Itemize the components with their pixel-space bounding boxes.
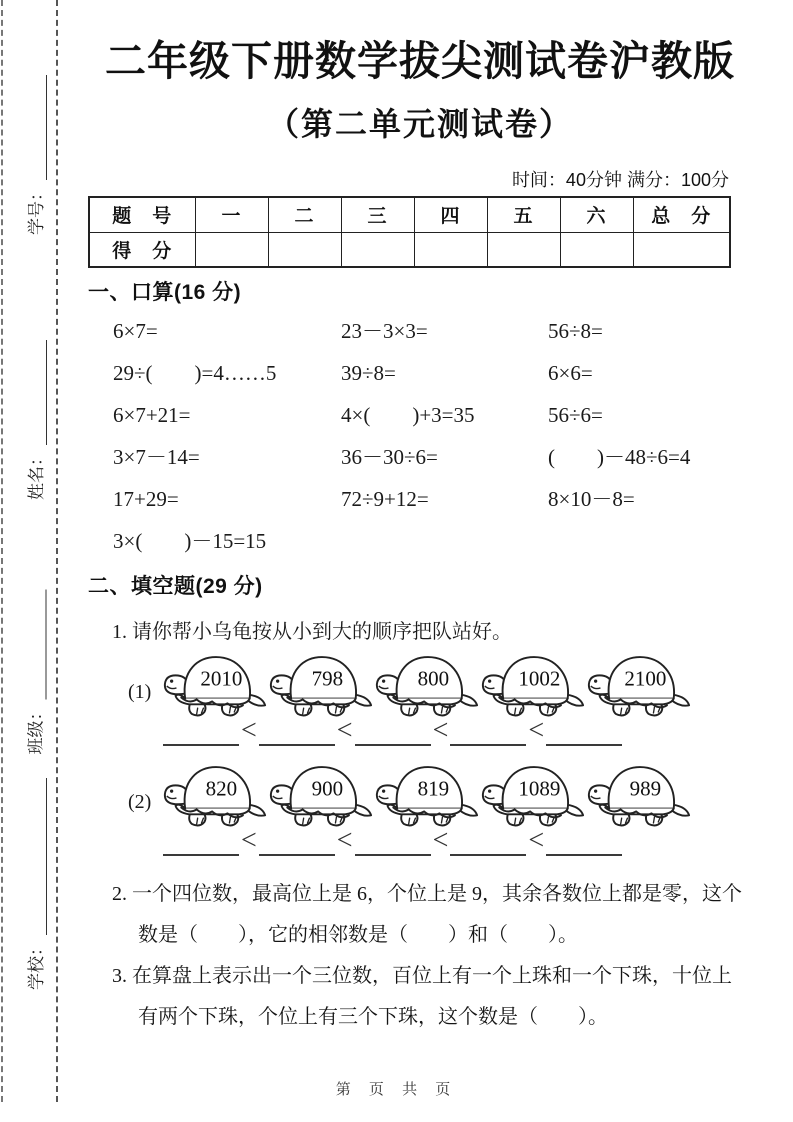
oral-problem: 4×( )+3=35 [341,403,475,427]
turtle-number: 820 [205,776,238,801]
section2-heading: 二、填空题(29 分) [88,575,263,598]
section1-heading: 一、口算(16 分) [88,281,242,304]
school-label: 学校： [27,939,46,990]
school-blank-line [25,778,47,935]
student-number-field [21,75,47,235]
answer-blank [546,832,622,856]
student-number-blank-line [25,75,47,180]
oral-problem: 23－3×3= [341,319,428,343]
oral-problem: 6×7= [113,319,158,343]
oral-problem: 56÷8= [548,319,603,343]
less-than-symbol: < [432,715,449,746]
oral-problem: 3×7－14= [113,445,200,469]
oral-problem: 8×10－8= [548,487,635,511]
row2-label: (2) [128,790,152,813]
col-header-3: 三 [341,197,414,232]
name-field [21,340,47,500]
total-score-header: 总 分 [633,197,730,232]
student-number-label: 学号： [27,184,46,235]
answer-blank [163,832,239,856]
turtle [480,760,586,832]
score-cell [341,232,414,267]
turtle-number: 2100 [624,666,667,691]
turtle [586,760,692,832]
question-number-header: 题 号 [89,197,195,232]
oral-problem: ( )－48÷6=4 [548,445,691,469]
turtle-number: 2010 [200,666,243,691]
oral-problem [341,520,548,562]
oral-math-problems [88,310,748,562]
turtle-row-2 [128,760,692,832]
score-table-score-row [89,232,730,267]
turtle-number: 900 [311,776,344,801]
score-cell [487,232,560,267]
score-cell [268,232,341,267]
turtle [374,760,480,832]
oral-problem: 72÷9+12= [341,487,429,511]
answer-blank [259,832,335,856]
less-than-symbol: < [432,825,449,856]
less-than-symbol: < [241,825,257,856]
turtle-number: 989 [629,776,662,801]
less-than-symbol: < [336,825,353,856]
answer-blank [355,832,431,856]
name-blank-line [25,340,47,445]
less-than-symbol: < [241,715,257,746]
turtle-number: 800 [417,666,450,691]
question1-text: 1. 请你帮小乌龟按从小到大的顺序把队站好。 [112,621,512,643]
oral-problem: 36－30÷6= [341,445,438,469]
total-score-cell [633,232,730,267]
score-cell [560,232,633,267]
turtle-number: 1002 [518,666,561,691]
answer-blank [450,832,526,856]
class-field [21,590,47,755]
question3-text: 3. 在算盘上表示出一个三位数，百位上有一个上珠和一个下珠，十位上有两个下珠，个位上有三个下珠，这个数是（ ）。 [112,965,732,1028]
oral-problem: 56÷6= [548,403,603,427]
score-cell [414,232,487,267]
less-than-symbol: < [336,715,353,746]
turtle [162,650,268,722]
page-subtitle: （第二单元测试卷） [266,106,573,142]
question2-text: 2. 一个四位数，最高位上是 6，个位上是 9，其余各数位上都是零，这个数是（ ），它的相邻数是（ ）和（ ）。 [112,883,742,946]
page-footer: 第 页 共 页 [335,1081,458,1098]
score-row-label: 得 分 [89,232,195,267]
school-field [21,778,47,990]
col-header-1: 一 [195,197,268,232]
oral-problem [548,520,748,562]
page-title: 二年级下册数学拔尖测试卷沪教版 [105,38,735,84]
col-header-5: 五 [487,197,560,232]
compare-line-2 [163,825,622,864]
score-table [88,196,731,268]
score-table-header-row [89,197,730,232]
binding-dashed-line [56,0,58,1102]
less-than-symbol: < [528,825,545,856]
less-than-symbol: < [528,715,545,746]
oral-problem: 6×6= [548,361,593,385]
oral-problem: 17+29= [113,487,179,511]
turtle [374,650,480,722]
class-label: 班级： [26,703,46,755]
col-header-6: 六 [560,197,633,232]
row1-label: (1) [128,680,152,703]
turtle [480,650,586,722]
turtle-number: 798 [311,666,344,691]
turtle [586,650,692,722]
oral-problem: 6×7+21= [113,403,191,427]
col-header-4: 四 [414,197,487,232]
answer-blank [450,722,526,746]
turtle [268,650,374,722]
turtle [162,760,268,832]
col-header-2: 二 [268,197,341,232]
score-cell [195,232,268,267]
turtle-number: 819 [417,776,450,801]
answer-blank [259,722,335,746]
oral-problem: 3×( )－15=15 [113,529,267,553]
answer-blank [355,722,431,746]
turtle [268,760,374,832]
turtle-number: 1089 [518,776,561,801]
oral-problem: 39÷8= [341,361,396,385]
answer-blank [546,722,622,746]
class-blank-line [25,590,47,700]
name-label: 姓名： [27,449,46,500]
compare-line-1 [163,715,622,754]
oral-problem: 29÷( )=4……5 [113,361,277,385]
answer-blank [163,722,239,746]
time-score-info: 时间：40分钟 满分：100分 [511,170,729,190]
left-edge-dashed-line [1,0,3,1102]
turtle-row-1 [128,650,692,722]
